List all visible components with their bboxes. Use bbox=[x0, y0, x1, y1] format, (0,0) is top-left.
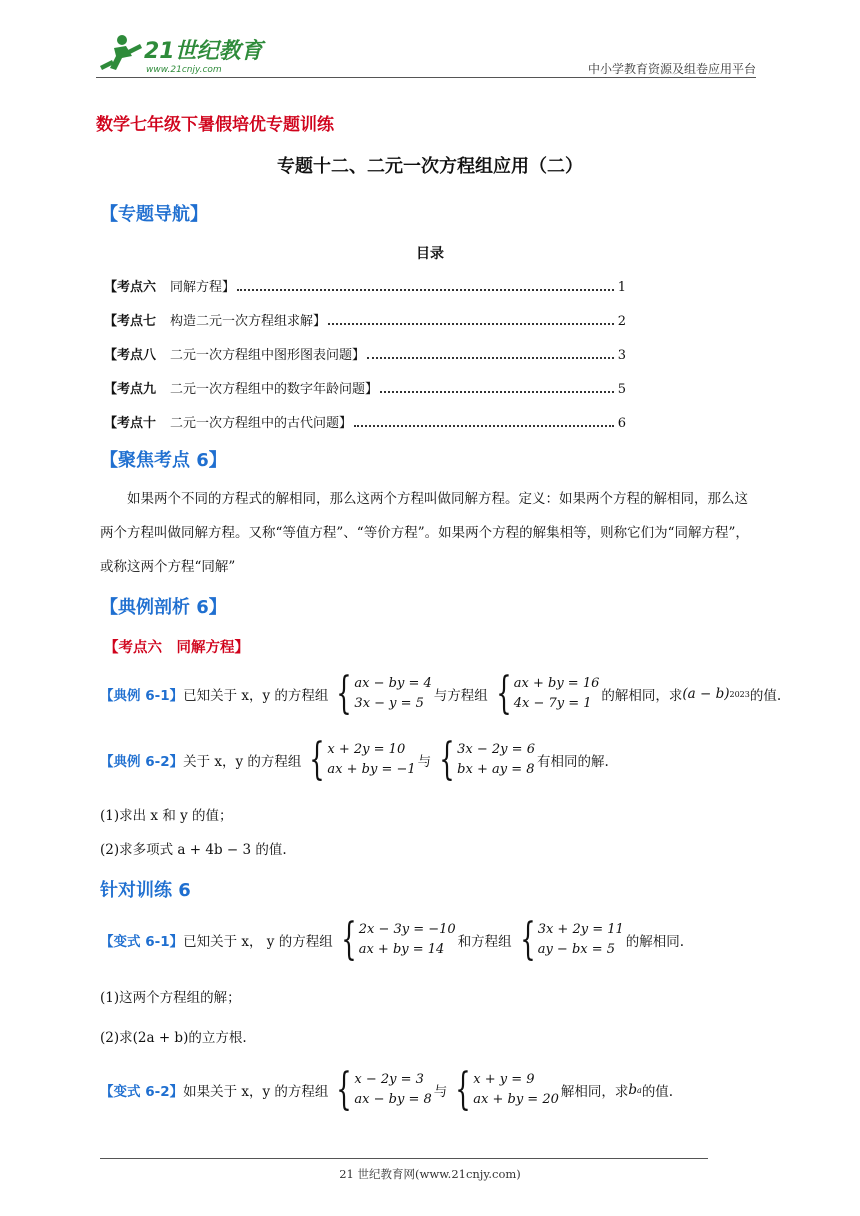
equation-system: { 3x − 2y = 6 bx + ay = 8 bbox=[439, 734, 535, 785]
toc-entry[interactable]: 【考点九 二元一次方程组中的数字年龄问题】 5 bbox=[104, 382, 626, 397]
equation-system: { ax + by = 16 4x − 7y = 1 bbox=[496, 668, 600, 719]
toc-entry[interactable]: 【考点十 二元一次方程组中的古代问题】 6 bbox=[104, 416, 626, 431]
site-logo bbox=[92, 30, 272, 78]
variant-6-1: 【变式 6-1】 已知关于 x， y 的方程组 { 2x − 3y = −10 ax + by = 14 和方程组 { 3x + 2y = 11 ay − bx = 5 的解相同. bbox=[100, 914, 685, 965]
series-title: 数学七年级下暑假培优专题训练 bbox=[96, 115, 334, 135]
question-1: (1)求出 x 和 y 的值； bbox=[100, 808, 233, 824]
example-6-2: 【典例 6-2】 关于 x，y 的方程组 { x + 2y = 10 ax + by = −1 与 { 3x − 2y = 6 bx + ay = 8 有相同的解. bbox=[100, 734, 609, 785]
nav-heading: 【专题导航】 bbox=[100, 204, 208, 225]
focus-paragraph: 如果两个不同的方程式的解相同，那么这两个方程叫做同解方程。定义：如果两个方程的解相同，那么这两个方程叫做同解方程。又称“等值方程”、“等价方程”。如果两个方程的解集相等，则称它们为“同解方程”，或称这两个方程“同解” bbox=[100, 491, 749, 575]
header-platform-text: 中小学教育资源及组卷应用平台 bbox=[587, 62, 756, 76]
example-6-1: 【典例 6-1】 已知关于 x，y 的方程组 { ax − by = 4 3x − y = 5 与方程组 { ax + by = 16 4x − 7y = 1 的解相同，求 (a − b) 2023 的值. bbox=[100, 668, 782, 719]
equation-system: { x + y = 9 ax + by = 20 bbox=[455, 1064, 559, 1115]
toc-entry[interactable]: 【考点七 构造二元一次方程组求解】 2 bbox=[104, 314, 626, 329]
equation-system: { ax − by = 4 3x − y = 5 bbox=[336, 668, 432, 719]
question-2: (2)求(2a + b)的立方根. bbox=[100, 1030, 247, 1046]
runner-icon bbox=[100, 35, 142, 70]
training-heading: 针对训练 6 bbox=[100, 880, 191, 901]
logo-url: www.21cnjy.com bbox=[146, 65, 222, 75]
variant-6-2: 【变式 6-2】 如果关于 x，y 的方程组 { x − 2y = 3 ax − by = 8 与 { x + y = 9 ax + by = 20 解相同，求 b a 的值. bbox=[100, 1064, 674, 1115]
toc-entry[interactable]: 【考点八 二元一次方程组中图形图表问题】 3 bbox=[104, 348, 626, 363]
toc-title: 目录 bbox=[416, 246, 444, 262]
topic-subheading: 【考点六 同解方程】 bbox=[104, 640, 249, 656]
equation-system: { 3x + 2y = 11 ay − bx = 5 bbox=[519, 914, 624, 965]
question-1: (1)这两个方程组的解； bbox=[100, 990, 241, 1006]
logo-text: 21世纪教育 bbox=[144, 39, 263, 64]
footer-divider bbox=[100, 1158, 708, 1159]
question-2: (2)求多项式 a + 4b − 3 的值. bbox=[100, 842, 287, 858]
focus-heading: 【聚焦考点 6】 bbox=[100, 450, 227, 471]
page-title: 专题十二、二元一次方程组应用（二） bbox=[277, 156, 583, 177]
header-divider bbox=[96, 77, 756, 78]
equation-system: { x + 2y = 10 ax + by = −1 bbox=[309, 734, 416, 785]
equation-system: { x − 2y = 3 ax − by = 8 bbox=[336, 1064, 432, 1115]
equation-system: { 2x − 3y = −10 ax + by = 14 bbox=[341, 914, 456, 965]
footer-link[interactable]: 21 世纪教育网(www.21cnjy.com) bbox=[339, 1167, 521, 1181]
example-heading: 【典例剖析 6】 bbox=[100, 597, 227, 618]
toc-entry[interactable]: 【考点六 同解方程】 1 bbox=[104, 280, 626, 295]
